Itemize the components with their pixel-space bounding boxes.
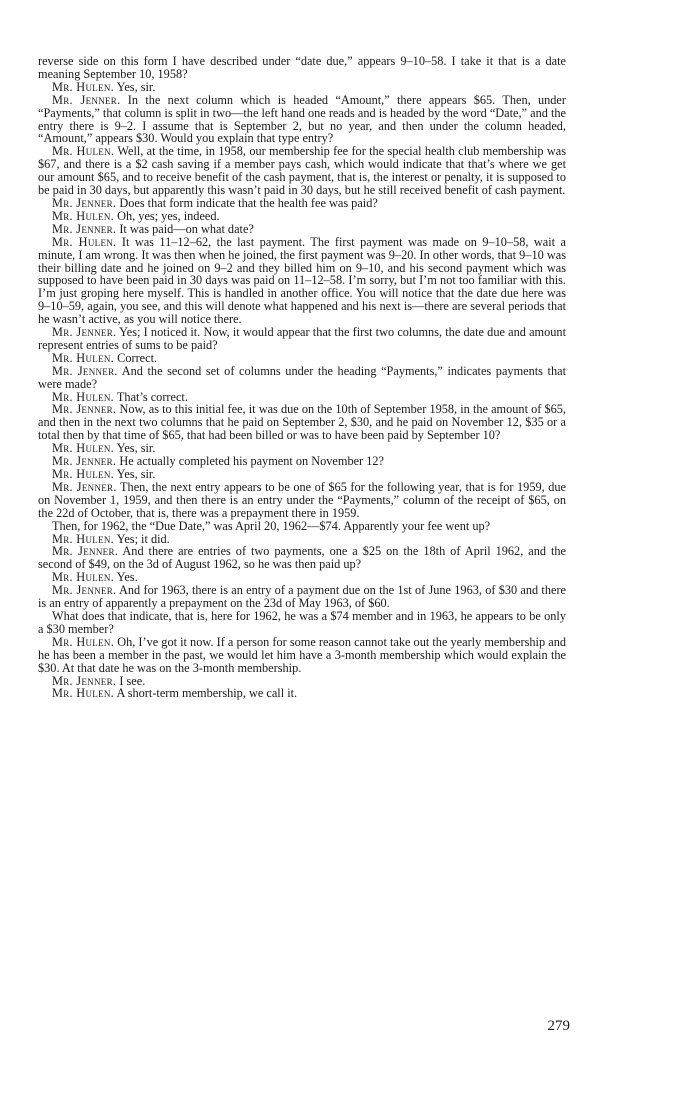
transcript-paragraph: Mr. Jenner. Then, the next entry appears to be one of $65 for the following year, that is for 1959, due on November 1, 1959, and then there is an entry under the “Payments,” column of the receipt of $65, on the 22d of October, that is, there was a prepayment there in 1959. [38,479,566,520]
speaker-name: Mr. Hulen. [52,441,115,456]
transcript-paragraph: Mr. Jenner. And there are entries of two payments, one a $25 on the 18th of April 1962, and the second of $49, on the 3d of August 1962, so he was then paid up? [38,544,566,572]
transcript-paragraph: Mr. Hulen. Oh, I’ve got it now. If a person for some reason cannot take out the yearly membership and he has been a member in the past, we would let him have a 3-month membership which would explain the $30. At that date he was on the 3-month membership. [38,634,566,675]
transcript-paragraph: Mr. Hulen. Oh, yes; yes, indeed. [52,208,220,223]
transcript-paragraph: Mr. Hulen. Well, at the time, in 1958, our membership fee for the special health club membership was $67, and there is a $2 cash saving if a member pays cash, which would indicate that that’s where we get our amount $65, and to receive benefit of the cash payment, that is, the interest or penalty, it is supposed to be paid in 30 days, but apparently this wasn’t paid in 30 days, but he still received benefit of cash payment. [38,144,566,198]
speaker-name: Mr. Jenner. [52,195,117,210]
speaker-name: Mr. Hulen. [52,144,115,159]
speaker-name: Mr. Hulen. [52,389,115,404]
speaker-name: Mr. Hulen. [52,634,115,649]
speaker-name: Mr. Hulen. [52,570,115,585]
speaker-name: Mr. Jenner. [52,673,117,688]
speaker-name: Mr. Jenner. [52,479,117,494]
transcript-paragraph: Then, for 1962, the “Due Date,” was April 20, 1962—$74. Apparently your fee went up? [52,518,491,533]
speaker-name: Mr. Hulen. [52,208,115,223]
speaker-name: Mr. Jenner. [52,92,121,107]
transcript-paragraph: Mr. Hulen. Correct. [52,350,158,365]
transcript-paragraph: Mr. Hulen. That’s correct. [52,389,188,404]
speaker-name: Mr. Jenner. [52,454,117,469]
speaker-name: Mr. Jenner. [52,221,117,236]
transcript-paragraph: Mr. Jenner. Now, as to this initial fee, it was due on the 10th of September 1958, in the amount of $65, and then in the next two columns that he paid on September 2, $30, and he paid on November 12, $35 or a total then by that time of $65, that had been billed or was to have been paid by September 10? [38,402,566,443]
transcript-paragraph: Mr. Jenner. I see. [52,673,146,688]
transcript-paragraph: Mr. Hulen. Yes, sir. [52,441,156,456]
transcript-paragraph: Mr. Jenner. It was paid—on what date? [52,221,254,236]
speaker-name: Mr. Jenner. [52,325,117,340]
speaker-name: Mr. Hulen. [52,686,115,701]
transcript-paragraph: Mr. Jenner. Yes; I noticed it. Now, it would appear that the first two columns, the date due and amount represent entries of sums to be paid? [38,325,566,352]
speaker-name: Mr. Jenner. [52,583,117,598]
speaker-name: Mr. Hulen. [52,531,115,546]
transcript-paragraph: Mr. Jenner. In the next column which is headed “Amount,” there appears $65. Then, under “Payments,” that column is split in two—the left hand one reads and is headed by the word “Date,” and the entry there is 9–2. I assume that is September 2, but no year, and then under the column headed, “Amount,” appears $30. Would you explain that type entry? [38,92,566,146]
transcript-paragraph: Mr. Hulen. Yes, sir. [52,467,156,481]
transcript-paragraph: Mr. Jenner. And the second set of columns under the heading “Payments,” indicates payments that were made? [38,363,566,391]
speaker-name: Mr. Jenner. [52,544,119,559]
speaker-name: Mr. Hulen. [52,350,115,365]
transcript-paragraph: reverse side on this form I have described under “date due,” appears 9–10–58. I take it that is a date meaning September 10, 1958? [38,54,566,81]
speaker-name: Mr. Hulen. [52,234,117,249]
transcript-body [38,55,566,700]
speaker-name: Mr. Jenner. [52,402,117,417]
speaker-name: Mr. Hulen. [52,467,115,481]
transcript-paragraph: Mr. Jenner. Does that form indicate that the health fee was paid? [52,195,378,210]
transcript-paragraph: Mr. Hulen. Yes, sir. [52,79,156,94]
transcript-paragraph: Mr. Hulen. It was 11–12–62, the last payment. The first payment was made on 9–10–58, wait a minute, I am wrong. It was then when he joined, the first payment was 9–20. In other words, that 9–10 was their billing date and he joined on 9–2 and they billed him on 9–10, and his second payment which was supposed to have been paid in 30 days was paid on 11–12–58. I’m sorry, but I’m not too familiar with this. I’m just groping here myself. This is handled in another office. You will notice that the date due here was 9–10–59, again, you see, and this will denote what happened and his next is—there are several periods that he wasn’t active, as you will notice there. [38,234,566,327]
transcript-paragraph: Mr. Hulen. A short-term membership, we call it. [52,686,298,701]
transcript-paragraph: What does that indicate, that is, here for 1962, he was a $74 member and in 1963, he appears to be only a $30 member? [38,608,566,636]
transcript-paragraph: Mr. Hulen. Yes. [52,570,138,585]
transcript-paragraph: Mr. Jenner. He actually completed his payment on November 12? [52,454,384,469]
transcript-paragraph: Mr. Hulen. Yes; it did. [52,531,170,546]
page-number: 279 [547,1018,570,1034]
speaker-name: Mr. Hulen. [52,79,115,94]
transcript-paragraph: Mr. Jenner. And for 1963, there is an entry of a payment due on the 1st of June 1963, of $30 and there is an entry of apparently a prepayment on the 23d of May 1963, of $60. [38,583,566,611]
speaker-name: Mr. Jenner. [52,363,118,378]
